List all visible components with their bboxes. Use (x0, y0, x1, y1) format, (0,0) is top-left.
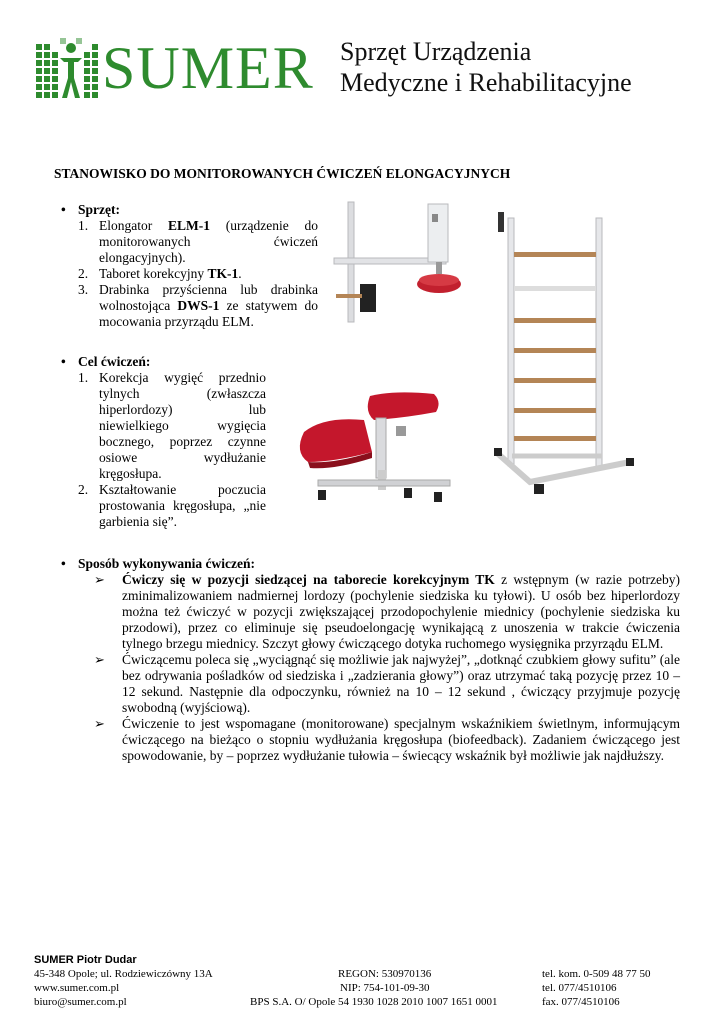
footer-address: 45-348 Opole; ul. Rodziewiczówny 13A (34, 968, 213, 980)
list-item: ➢ Ćwiczącemu poleca się „wyciągnąć się możliwie jak najwyżej”, „dotknąć czubkiem głowy sufitu” (ale bez odrywania pośladków od siedziska i „zadzierania głowy”) oraz utrzymać taką pozycję przez 10 – 12 sekund. Następnie dla odpoczynku, również na 10 – 12 sekund , ćwiczący przyjmuje pozycję swobodną (wyjściową). (94, 652, 680, 715)
footer-nip: NIP: 754-101-09-30 (340, 982, 430, 994)
sumer-logo (36, 35, 314, 104)
footer-regon: REGON: 530970136 (338, 968, 432, 980)
method-list (78, 572, 680, 764)
tagline-line-2: Medyczne i Rehabilitacyjne (340, 68, 632, 97)
list-item: 1. Korekcja wygięć przednio tylnych (zwłaszcza hiperlordozy) lub niewielkiego wygięcia bocznego, poprzez czynne osiowe wydłużanie kręgosłupa. (78, 370, 266, 481)
equipment-section (78, 202, 318, 330)
list-item: 2. Taboret korekcyjny TK-1. (78, 266, 242, 281)
logo-grid-icon (36, 38, 104, 104)
goals-section (78, 354, 266, 530)
footer (34, 953, 694, 1009)
equipment-heading: • Sprzęt: (56, 202, 318, 218)
footer-company: SUMER Piotr Dudar (34, 954, 137, 966)
list-item: 1. Elongator ELM-1 (urządzenie do monitorowanych ćwiczeń elongacyjnych). (78, 218, 318, 265)
footer-fax: fax. 077/4510106 (542, 996, 620, 1008)
footer-email[interactable]: biuro@sumer.com.pl (34, 996, 127, 1008)
tagline-line-1: Sprzęt Urządzenia (340, 37, 532, 66)
goals-list (78, 370, 266, 530)
footer-tel: tel. 077/4510106 (542, 982, 617, 994)
arrow-bullet-icon: ➢ (94, 652, 105, 667)
arrow-bullet-icon: ➢ (94, 716, 105, 731)
document-title: STANOWISKO DO MONITOROWANYCH ĆWICZEŃ ELONGACYJNYCH (54, 166, 511, 181)
footer-bank: BPS S.A. O/ Opole 54 1930 1028 2010 1007 1651 0001 (250, 996, 498, 1008)
footer-tel-kom: tel. kom. 0-509 48 77 50 (542, 968, 651, 980)
tagline (340, 36, 632, 98)
list-item: 2. Kształtowanie poczucia prostowania kręgosłupa, „nie garbienia się”. (78, 482, 266, 529)
goals-heading: • Cel ćwiczeń: (56, 354, 266, 370)
arrow-bullet-icon: ➢ (94, 572, 105, 587)
footer-www[interactable]: www.sumer.com.pl (34, 982, 120, 994)
method-heading: • Sposób wykonywania ćwiczeń: (56, 556, 680, 572)
logo-text: SUMER (102, 35, 314, 101)
list-item: ➢ Ćwiczy się w pozycji siedzącej na taborecie korekcyjnym TK z wstępnym (w razie potrzeby) zminimalizowaniem nadmiernej lordozy (pochylenie siedziska ku tyłowi). U osób bez hiperlordozy można też ćwiczyć w pozycji zwiększającej przodopochylenie miednicy (pochylenie siedziska ku przodowi), przez co eliminuje się pseudoelongację wynikającą z unoszenia w trakcie ćwiczenia tylnego brzegu miednicy. Szczyt głowy ćwiczącego dotyka ruchomego wysięgnika przyrządu ELM. (94, 572, 680, 651)
wall-bars-dws-photo (490, 204, 638, 504)
method-section (78, 556, 680, 764)
list-item: 3. Drabinka przyścienna lub drabinka wolnostojąca DWS-1 ze statywem do mocowania przyrządu ELM. (78, 282, 319, 329)
elongator-elm-photo (332, 200, 474, 324)
equipment-list (78, 218, 318, 330)
list-item: ➢ Ćwiczenie to jest wspomagane (monitorowane) specjalnym wskaźnikiem świetlnym, informującym ćwiczącego na bieżąco o stopniu wydłużania kręgosłupa (biofeedback). Zadaniem ćwiczącego jest spowodowanie, by – poprzez wydłużanie tułowia – świecący wskaźnik był możliwie jak najdłuższy. (94, 716, 680, 763)
corrective-stool-tk-photo (284, 372, 466, 514)
